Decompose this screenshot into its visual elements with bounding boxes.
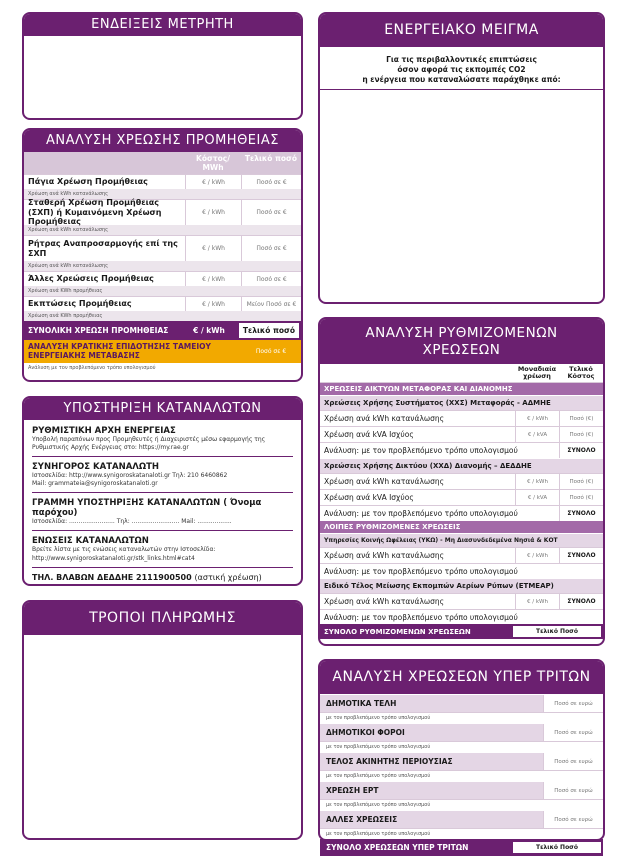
third-party-total-row <box>320 839 603 856</box>
divider <box>320 89 603 90</box>
support-line-title: ΓΡΑΜΜΗ ΥΠΟΣΤΗΡΙΞΗΣ ΚΑΤΑΝΑΛΩΤΩΝ ( Όνομα παρόχου) <box>32 498 262 519</box>
regulated-row-total: ΣΥΝΟΛΟ <box>559 506 603 521</box>
energy-mix-title: ΕΝΕΡΓΕΙΑΚΟ ΜΕΙΓΜΑ <box>320 14 603 47</box>
regulated-row-label: Ανάλυση: με τον προβλεπόμενο τρόπο υπολογισμού <box>324 566 518 576</box>
third-party-row <box>320 810 603 828</box>
third-party-row <box>320 723 603 741</box>
regulated-row-total: ΣΥΝΟΛΟ <box>559 443 603 458</box>
supply-total-row <box>24 321 301 340</box>
regulated-row-cost: Ποσό (€) <box>559 474 603 489</box>
subsection-header: Χρεώσεις Χρήσης Συστήματος (ΧΧΣ) Μεταφοράς - ΑΔΜΗΕ <box>320 395 603 410</box>
col-unit-header: Μοναδιαία χρέωση <box>517 364 557 380</box>
regulated-row <box>320 489 603 505</box>
rae-title: ΡΥΘΜΙΣΤΙΚΗ ΑΡΧΗ ΕΝΕΡΓΕΙΑΣ <box>32 426 176 436</box>
third-party-row-label: ΔΗΜΟΤΙΚΟΙ ΦΟΡΟΙ <box>320 724 543 741</box>
subsidy-note: Ανάλυση με τον προβλεπόμενο τρόπο υπολογισμού <box>24 363 301 373</box>
third-party-row-label: ΑΛΛΕΣ ΧΡΕΩΣΕΙΣ <box>320 811 543 828</box>
payment-methods-title: ΤΡΟΠΟΙ ΠΛΗΡΩΜΗΣ <box>24 602 301 635</box>
supply-row <box>24 296 301 311</box>
supply-row-note: Χρέωση ανά kWh κατανάλωσης <box>24 225 301 235</box>
supply-row-amount: Ποσό σε € <box>241 236 301 261</box>
regulated-row <box>320 563 603 578</box>
regulated-row <box>320 593 603 609</box>
section-header: ΧΡΕΩΣΕΙΣ ΔΙΚΤΥΩΝ ΜΕΤΑΦΟΡΑΣ ΚΑΙ ΔΙΑΝΟΜΗΣ <box>320 383 603 395</box>
consumer-support-title: ΥΠΟΣΤΗΡΙΞΗ ΚΑΤΑΝΑΛΩΤΩΝ <box>24 398 301 420</box>
supply-row-label: Ρήτρας Αναπροσαρμογής επί της ΣΧΠ <box>28 238 178 258</box>
third-party-row-note: με τον προβλεπόμενο τρόπο υπολογισμού <box>320 770 603 781</box>
third-party-total-amount: Τελικό Ποσό <box>513 842 601 853</box>
regulated-row <box>320 609 603 624</box>
divider <box>32 567 293 568</box>
third-party-row-note: με τον προβλεπόμενο τρόπο υπολογισμού <box>320 741 603 752</box>
payment-methods-panel <box>22 600 303 840</box>
supply-row <box>24 199 301 225</box>
regulated-column-headers <box>320 364 603 383</box>
supply-total-amount: Τελικό ποσό <box>239 323 299 338</box>
regulated-charges-title: ΑΝΑΛΥΣΗ ΡΥΘΜΙΖΟΜΕΝΩΝ ΧΡΕΩΣΕΩΝ <box>320 319 603 364</box>
regulated-row-unit: € / kWh <box>515 474 559 489</box>
col-total-header: Τελικό ποσό <box>244 154 298 163</box>
regulated-row-label: Χρέωση ανά kWh κατανάλωσης <box>324 551 445 561</box>
energy-mix-panel <box>318 12 605 304</box>
associations-title: ΕΝΩΣΕΙΣ ΚΑΤΑΝΑΛΩΤΩΝ <box>32 536 149 547</box>
regulated-row-unit: € / kWh <box>515 411 559 426</box>
supply-row-label: Πάγια Χρέωση Προμήθειας <box>28 177 148 187</box>
third-party-row-label: ΧΡΕΩΣΗ ΕΡΤ <box>320 782 543 799</box>
regulated-total-row <box>320 624 603 639</box>
energy-mix-line: η ενέργεια που καταναλώσατε παράχθηκε από: <box>362 75 561 85</box>
third-party-total-label: ΣΥΝΟΛΟ ΧΡΕΩΣΕΩΝ ΥΠΕΡ ΤΡΙΤΩΝ <box>326 843 469 852</box>
regulated-row-label: Ανάλυση: με τον προβλεπόμενο τρόπο υπολογισμού <box>324 446 518 456</box>
energy-mix-line: όσον αφορά τις εκπομπές CO2 <box>397 65 526 75</box>
regulated-row-total: ΣΥΝΟΛΟ <box>559 548 603 563</box>
regulated-row-unit: € / kVA <box>515 427 559 442</box>
ombudsman-text: Ιστοσελίδα: http://www.synigoroskatanaloti.gr Τηλ: 210 6460862 <box>32 472 228 480</box>
third-party-row <box>320 781 603 799</box>
third-party-row-label: ΤΕΛΟΣ ΑΚΙΝΗΤΗΣ ΠΕΡΙΟΥΣΙΑΣ <box>320 753 543 770</box>
consumer-support-panel <box>22 396 303 586</box>
supply-row-note: Χρέωση ανά KWh προμήθειας <box>24 311 301 321</box>
associations-link: http://www.synigoroskatanaloti.gr/stk_links.html#cat4 <box>32 554 195 562</box>
supply-charges-title: ΑΝΑΛΥΣΗ ΧΡΕΩΣΗΣ ΠΡΟΜΗΘΕΙΑΣ <box>24 130 301 152</box>
col-cost-header: Τελικό Κόστος <box>567 364 595 380</box>
supply-row <box>24 174 301 189</box>
regulated-row-total: ΣΥΝΟΛΟ <box>559 594 603 609</box>
subsidy-row <box>24 340 301 363</box>
associations-text: Βρείτε λίστα με τις ενώσεις καταναλωτών στην Ιστοσελίδα: <box>32 546 216 554</box>
subsection-header: Χρεώσεις Χρήσης Δικτύου (ΧΧΔ) Διανομής – ΔΕΔΔΗΕ <box>320 458 603 473</box>
regulated-row-unit: € / kWh <box>515 594 559 609</box>
third-party-row-amount: Ποσό σε ευρώ <box>543 724 603 741</box>
divider <box>32 530 293 531</box>
supply-row-amount: Ποσό σε € <box>241 272 301 286</box>
regulated-row <box>320 426 603 442</box>
fault-phone <box>32 573 293 586</box>
regulated-row <box>320 442 603 458</box>
ombudsman-title: ΣΥΝΗΓΟΡΟΣ ΚΑΤΑΝΑΛΩΤΗ <box>32 462 160 473</box>
regulated-total-amount: Τελικό Ποσό <box>513 626 601 637</box>
supply-row-unit: € / kWh <box>185 236 241 261</box>
divider <box>32 492 293 493</box>
supply-row-unit: € / kWh <box>185 272 241 286</box>
supply-row-note: Χρέωση ανά KWh προμήθειας <box>24 286 301 296</box>
third-party-row-amount: Ποσό σε ευρώ <box>543 695 603 712</box>
supply-row-unit: € / kWh <box>185 297 241 311</box>
meter-readings-panel <box>22 12 303 120</box>
regulated-row <box>320 473 603 489</box>
third-party-row <box>320 752 603 770</box>
regulated-row-cost: Ποσό (€) <box>559 490 603 505</box>
third-party-charges-panel <box>318 659 605 852</box>
regulated-row-label: Χρέωση ανά kWh κατανάλωσης <box>324 597 445 607</box>
regulated-row-label: Χρέωση ανά kVA Ισχύος <box>324 430 414 440</box>
subsection-header: Ειδικό Τέλος Μείωσης Εκπομπών Αερίων Ρύπων (ΕΤΜΕΑΡ) <box>320 578 603 593</box>
subsidy-amount: Ποσό σε € <box>255 348 287 356</box>
supply-row-label: Σταθερή Χρέωση Προμήθειας (ΣΧΠ) ή Κυμαινόμενη Χρέωση Προμήθειας <box>28 198 162 227</box>
regulated-row <box>320 547 603 563</box>
third-party-row-note: με τον προβλεπόμενο τρόπο υπολογισμού <box>320 828 603 839</box>
rae-text: Υποβολή παραπόνων προς Προμηθευτές ή Διαχειριστές μέσω εφαρμογής της Ρυθμιστικής Αρχής Ενέργειας στο: https://my.rae.gr <box>32 436 266 452</box>
third-party-charges-title: ΑΝΑΛΥΣΗ ΧΡΕΩΣΕΩΝ ΥΠΕΡ ΤΡΙΤΩΝ <box>320 661 603 694</box>
supply-row <box>24 235 301 261</box>
divider <box>32 456 293 457</box>
third-party-row-label: ΔΗΜΟΤΙΚΑ ΤΕΛΗ <box>320 695 543 712</box>
ombudsman-mail: Mail: grammateia@synigoroskatanaloti.gr <box>32 480 158 488</box>
third-party-row-amount: Ποσό σε ευρώ <box>543 811 603 828</box>
regulated-row-cost: Ποσό (€) <box>559 427 603 442</box>
regulated-row-label: Χρέωση ανά kVA Ισχύος <box>324 493 414 503</box>
supply-row-unit: € / kWh <box>185 175 241 189</box>
energy-mix-line: Για τις περιβαλλοντικές επιπτώσεις <box>386 55 537 64</box>
regulated-row-cost: Ποσό (€) <box>559 411 603 426</box>
third-party-row-note: με τον προβλεπόμενο τρόπο υπολογισμού <box>320 712 603 723</box>
meter-readings-title: ΕΝΔΕΙΞΕΙΣ ΜΕΤΡΗΤΗ <box>24 14 301 36</box>
section-header: ΛΟΙΠΕΣ ΡΥΘΜΙΖΟΜΕΝΕΣ ΧΡΕΩΣΕΙΣ <box>320 521 603 533</box>
supply-column-headers <box>24 152 301 174</box>
regulated-total-label: ΣΥΝΟΛΟ ΡΥΘΜΙΖΟΜΕΝΩΝ ΧΡΕΩΣΕΩΝ <box>324 627 471 636</box>
regulated-row-label: Ανάλυση: με τον προβλεπόμενο τρόπο υπολογισμού <box>324 509 518 519</box>
supply-row-unit: € / kWh <box>185 200 241 225</box>
regulated-charges-panel <box>318 317 605 646</box>
supply-total-unit: € / kWh <box>193 326 225 335</box>
third-party-row-amount: Ποσό σε ευρώ <box>543 782 603 799</box>
subsidy-label: ΑΝΑΛΥΣΗ ΚΡΑΤΙΚΗΣ ΕΠΙΔΟΤΗΣΗΣ ΤΑΜΕΙΟΥ ΕΝΕΡΓΕΙΑΚΗΣ ΜΕΤΑΒΑΣΗΣ <box>28 342 211 360</box>
subsection-header: Υπηρεσίες Κοινής Ωφέλειας (ΥΚΩ) - Μη Διασυνδεδεμένα Νησιά & ΚΟΤ <box>320 533 603 547</box>
support-line-text: Ιστοσελίδα: ........................ Τηλ: ......................... Mail: .................. <box>32 518 232 526</box>
regulated-row-unit: € / kVA <box>515 490 559 505</box>
supply-row-amount: Ποσό σε € <box>241 175 301 189</box>
regulated-row-label: Ανάλυση: με τον προβλεπόμενο τρόπο υπολογισμού <box>324 612 518 622</box>
third-party-row-note: με τον προβλεπόμενο τρόπο υπολογισμού <box>320 799 603 810</box>
supply-row <box>24 271 301 286</box>
regulated-row-unit: € / kWh <box>515 548 559 563</box>
supply-charges-panel <box>22 128 303 382</box>
energy-mix-text <box>320 47 603 89</box>
col-cost-header: Κόστος/ MWh <box>196 154 230 172</box>
regulated-row <box>320 505 603 521</box>
third-party-row <box>320 694 603 712</box>
regulated-row <box>320 410 603 426</box>
supply-total-label: ΣΥΝΟΛΙΚΗ ΧΡΕΩΣΗ ΠΡΟΜΗΘΕΙΑΣ <box>28 326 169 335</box>
fault-phone-label: ΤΗΛ. ΒΛΑΒΩΝ ΔΕΔΔΗΕ 2111900500 <box>32 572 192 582</box>
supply-row-label: Άλλες Χρεώσεις Προμήθειας <box>28 274 154 284</box>
regulated-row-label: Χρέωση ανά kWh κατανάλωσης <box>324 414 445 424</box>
supply-row-note: Χρέωση ανά kWh κατανάλωσης <box>24 261 301 271</box>
supply-row-amount: Ποσό σε € <box>241 200 301 225</box>
third-party-row-amount: Ποσό σε ευρώ <box>543 753 603 770</box>
supply-row-label: Εκπτώσεις Προμήθειας <box>28 299 132 309</box>
fault-phone-note: (αστική χρέωση) <box>194 572 262 582</box>
regulated-row-label: Χρέωση ανά kWh κατανάλωσης <box>324 477 445 487</box>
supply-row-note: Χρέωση ανά kWh κατανάλωσης <box>24 189 301 199</box>
supply-row-amount: Μείον Ποσό σε € <box>241 297 301 311</box>
